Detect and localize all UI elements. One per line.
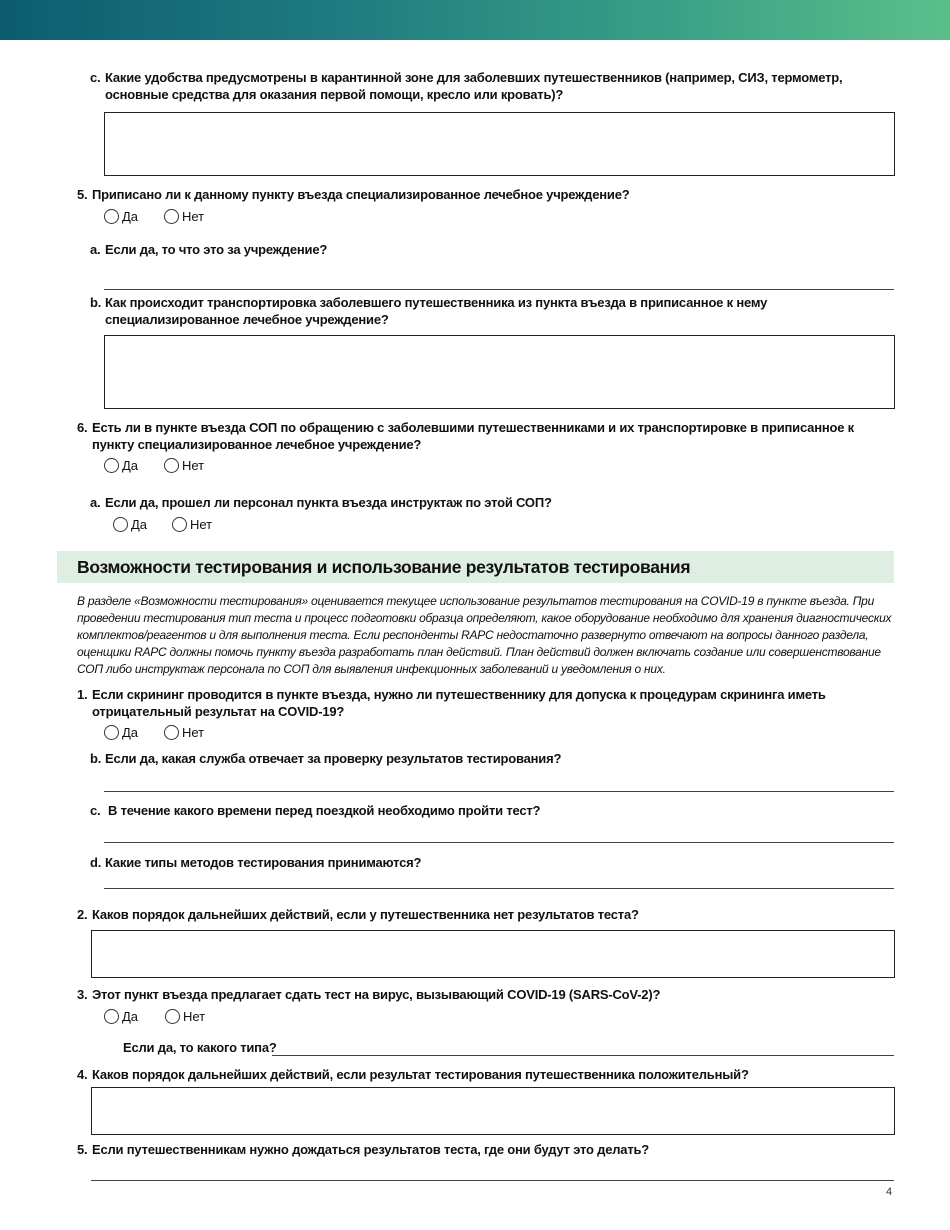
radio-t3-no[interactable]: Нет	[165, 1009, 205, 1024]
question-5b: b. Как происходит транспортировка заболевшего путешественника из пункта въезда в приписанное к нему специализированное лечебное учреждение?	[90, 295, 768, 327]
answer-box-t2[interactable]	[91, 930, 895, 978]
radio-q5-no[interactable]: Нет	[164, 209, 204, 224]
radio-circle[interactable]	[164, 209, 179, 224]
testing-question-1d: d. Какие типы методов тестирования принимаются?	[90, 855, 422, 870]
section-intro: В разделе «Возможности тестирования» оценивается текущее использование результатов тестирования на COVID-19 в пункте въезда. При проведении тестирования тип теста и процесс подготовки образца определяют, какое оборудование необходимо для хранения диагностических комплектов/реагентов и для выполнения теста. Если респонденты RAPC недостаточно развернуто отвечают на вопросы данного раздела, оценщики RAPC должны помочь пункту въезда разработать план действий. План действий должен включать создание или совершенствование СОП либо инструктаж персонала по СОП для выявления инфекционных заболеваний и уведомления о них.	[77, 594, 892, 676]
testing-question-1: 1. Если скрининг проводится в пункте въезда, нужно ли путешественнику для допуска к процедурам скрининга иметь отрицательный результат на COVID-19?	[77, 687, 826, 719]
radio-q6a-no[interactable]: Нет	[172, 517, 212, 532]
testing-question-1b: b. Если да, какая служба отвечает за проверку результатов тестирования?	[90, 751, 562, 766]
radio-t1-yes[interactable]: Да	[104, 725, 138, 740]
answer-line-t5[interactable]	[91, 1180, 894, 1181]
radio-circle[interactable]	[104, 458, 119, 473]
answer-line-5a[interactable]	[104, 289, 894, 290]
answer-line-t1c[interactable]	[104, 842, 894, 843]
radio-q5-yes[interactable]: Да	[104, 209, 138, 224]
radio-t3-yes[interactable]: Да	[104, 1009, 138, 1024]
radio-circle[interactable]	[104, 725, 119, 740]
radio-circle[interactable]	[165, 1009, 180, 1024]
answer-line-t3-type[interactable]	[272, 1055, 894, 1056]
radio-t1-no[interactable]: Нет	[164, 725, 204, 740]
answer-line-t1b[interactable]	[104, 791, 894, 792]
question-6a: a. Если да, прошел ли персонал пункта въезда инструктаж по этой СОП?	[90, 495, 552, 510]
testing-question-1c: c. В течение какого времени перед поездкой необходимо пройти тест?	[90, 803, 541, 818]
page-number: 4	[886, 1186, 893, 1198]
answer-line-t1d[interactable]	[104, 888, 894, 889]
testing-question-2: 2. Каков порядок дальнейших действий, если у путешественника нет результатов теста?	[77, 907, 639, 922]
header-bar	[0, 0, 950, 40]
answer-box-t4[interactable]	[91, 1087, 895, 1135]
question-5a: a. Если да, то что это за учреждение?	[90, 242, 328, 257]
question-5: 5. Приписано ли к данному пункту въезда специализированное лечебное учреждение?	[77, 187, 630, 202]
question-6: 6. Есть ли в пункте въезда СОП по обращению с заболевшими путешественниками и их транспортировке в приписанное к пункту специализированное лечебное учреждение?	[77, 420, 854, 452]
radio-circle[interactable]	[164, 458, 179, 473]
radio-circle[interactable]	[164, 725, 179, 740]
testing-question-4: 4. Каков порядок дальнейших действий, если результат тестирования путешественника положительный?	[77, 1067, 749, 1082]
radio-circle[interactable]	[113, 517, 128, 532]
question-4c: c. Какие удобства предусмотрены в карантинной зоне для заболевших путешественников (например, СИЗ, термометр, основные средства для оказания первой помощи, кресло или кровать)?	[90, 70, 843, 102]
radio-circle[interactable]	[172, 517, 187, 532]
radio-circle[interactable]	[104, 1009, 119, 1024]
radio-circle[interactable]	[104, 209, 119, 224]
section-title: Возможности тестирования и использование результатов тестирования	[77, 557, 691, 577]
radio-q6-yes[interactable]: Да	[104, 458, 138, 473]
radio-q6-no[interactable]: Нет	[164, 458, 204, 473]
testing-question-3-followup: Если да, то какого типа?	[123, 1040, 277, 1055]
answer-box-5b[interactable]	[104, 335, 895, 409]
testing-question-5: 5. Если путешественникам нужно дождаться результатов теста, где они будут это делать?	[77, 1142, 650, 1157]
answer-box-4c[interactable]	[104, 112, 895, 176]
testing-question-3: 3. Этот пункт въезда предлагает сдать тест на вирус, вызывающий COVID-19 (SARS-CoV-2)?	[77, 987, 661, 1002]
radio-q6a-yes[interactable]: Да	[113, 517, 147, 532]
